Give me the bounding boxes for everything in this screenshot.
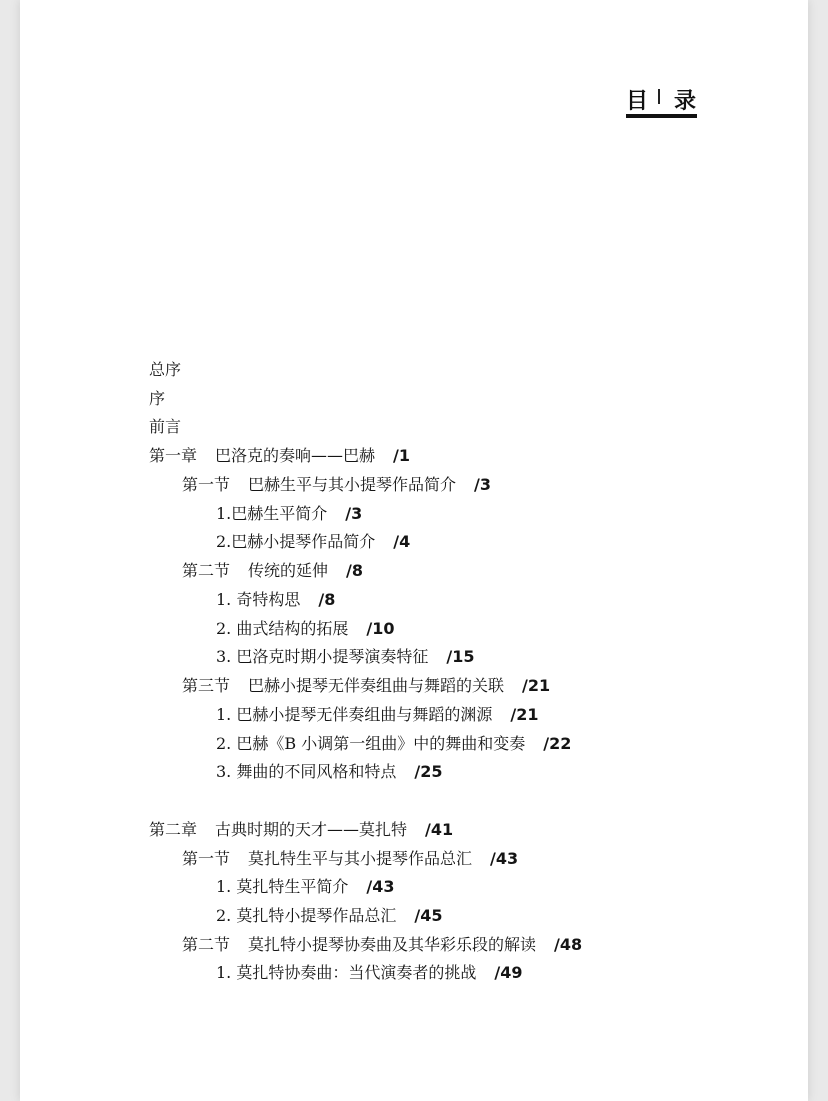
toc-entry-label: 第一节 bbox=[182, 849, 231, 868]
toc-heading-underline bbox=[626, 114, 697, 118]
toc-entry-page: /21 bbox=[522, 676, 551, 695]
toc-entry-page: /43 bbox=[490, 849, 519, 868]
toc-entry-subsection bbox=[216, 705, 538, 725]
toc-heading-char-2: 录 bbox=[674, 89, 697, 114]
toc-entry-title: 舞曲的不同风格和特点 bbox=[236, 762, 397, 781]
toc-entry-subsection bbox=[216, 877, 394, 897]
toc-entry-page: /43 bbox=[366, 877, 395, 896]
toc-entry-page: /25 bbox=[414, 762, 443, 781]
toc-entry-page: /10 bbox=[366, 619, 395, 638]
toc-entry-page: /22 bbox=[543, 734, 572, 753]
toc-entry-subsection bbox=[216, 734, 571, 754]
toc-entry-label: 第一节 bbox=[182, 475, 231, 494]
toc-entry-page: /1 bbox=[393, 446, 411, 465]
toc-entry-section bbox=[182, 935, 582, 955]
toc-entry-title: 曲式结构的拓展 bbox=[236, 619, 349, 638]
toc-entry-subsection bbox=[216, 762, 442, 782]
toc-entry-page: /45 bbox=[414, 906, 443, 925]
toc-entry-title: 莫扎特小提琴作品总汇 bbox=[236, 906, 397, 925]
toc-entry-label: 1. bbox=[216, 504, 232, 523]
toc-heading-char-1: 目 bbox=[626, 89, 649, 114]
toc-entry-page: /48 bbox=[554, 935, 583, 954]
toc-entry-label: 总序 bbox=[149, 360, 182, 379]
toc-entry-title: 巴赫小提琴作品简介 bbox=[231, 532, 376, 551]
toc-entry-subsection bbox=[216, 590, 335, 610]
toc-entry-label: 2. bbox=[216, 906, 232, 925]
toc-entry-label: 2. bbox=[216, 532, 232, 551]
toc-entry-page: /49 bbox=[494, 963, 523, 982]
toc-entry-label: 2. bbox=[216, 734, 232, 753]
toc-entry-title: 巴赫生平简介 bbox=[231, 504, 328, 523]
toc-entry-label: 第二节 bbox=[182, 561, 231, 580]
toc-entry-label: 第二节 bbox=[182, 935, 231, 954]
toc-entry-page: /4 bbox=[393, 532, 411, 551]
toc-entry-label: 前言 bbox=[149, 417, 182, 436]
toc-entry-label: 第二章 bbox=[149, 820, 198, 839]
toc-entry-label: 2. bbox=[216, 619, 232, 638]
toc-entry-label: 3. bbox=[216, 762, 232, 781]
toc-entry-subsection bbox=[216, 647, 474, 667]
toc-entry-title: 奇特构思 bbox=[236, 590, 301, 609]
toc-entry-title: 古典时期的天才——莫扎特 bbox=[215, 820, 408, 839]
toc-entry-label: 序 bbox=[149, 389, 166, 408]
toc-entry-title: 巴洛克的奏响——巴赫 bbox=[215, 446, 376, 465]
toc-entry-title: 莫扎特生平简介 bbox=[236, 877, 349, 896]
toc-entry-page: /15 bbox=[446, 647, 475, 666]
toc-entry-chapter-1 bbox=[149, 446, 410, 466]
toc-entry-subsection bbox=[216, 906, 442, 926]
toc-entry-preface bbox=[149, 389, 165, 409]
toc-entry-section bbox=[182, 561, 363, 581]
toc-entry-title: 巴洛克时期小提琴演奏特征 bbox=[236, 647, 429, 666]
toc-entry-subsection bbox=[216, 532, 410, 552]
toc-entry-title: 传统的延伸 bbox=[248, 561, 329, 580]
document-page bbox=[20, 0, 808, 1101]
toc-entry-title: 莫扎特协奏曲：当代演奏者的挑战 bbox=[236, 963, 477, 982]
toc-entry-page: /21 bbox=[510, 705, 539, 724]
toc-entry-page: /8 bbox=[346, 561, 364, 580]
toc-entry-title: 巴赫小提琴无伴奏组曲与舞蹈的关联 bbox=[248, 676, 505, 695]
toc-entry-title: 巴赫《B 小调第一组曲》中的舞曲和变奏 bbox=[236, 734, 526, 753]
toc-entry-foreword bbox=[149, 417, 181, 437]
toc-entry-title: 莫扎特生平与其小提琴作品总汇 bbox=[248, 849, 473, 868]
toc-entry-section bbox=[182, 676, 550, 696]
toc-entry-label: 1. bbox=[216, 705, 232, 724]
toc-entry-general-preface bbox=[149, 360, 181, 380]
toc-entry-page: /8 bbox=[318, 590, 336, 609]
toc-entry-title: 巴赫生平与其小提琴作品简介 bbox=[248, 475, 457, 494]
toc-entry-subsection bbox=[216, 619, 394, 639]
toc-entry-title: 莫扎特小提琴协奏曲及其华彩乐段的解读 bbox=[248, 935, 537, 954]
toc-heading bbox=[626, 84, 696, 118]
toc-entry-label: 第一章 bbox=[149, 446, 198, 465]
toc-entry-section bbox=[182, 849, 518, 869]
toc-entry-page: /3 bbox=[474, 475, 492, 494]
toc-entry-label: 1. bbox=[216, 590, 232, 609]
toc-entry-label: 3. bbox=[216, 647, 232, 666]
toc-entry-section bbox=[182, 475, 491, 495]
toc-entry-title: 巴赫小提琴无伴奏组曲与舞蹈的渊源 bbox=[236, 705, 493, 724]
toc-entry-subsection bbox=[216, 963, 522, 983]
toc-entry-subsection bbox=[216, 504, 362, 524]
toc-entry-page: /3 bbox=[345, 504, 363, 523]
toc-entry-page: /41 bbox=[425, 820, 454, 839]
toc-entry-label: 1. bbox=[216, 877, 232, 896]
toc-entry-label: 1. bbox=[216, 963, 232, 982]
toc-entry-label: 第三节 bbox=[182, 676, 231, 695]
toc-heading-separator bbox=[658, 89, 660, 104]
toc-entry-chapter-2 bbox=[149, 820, 453, 840]
